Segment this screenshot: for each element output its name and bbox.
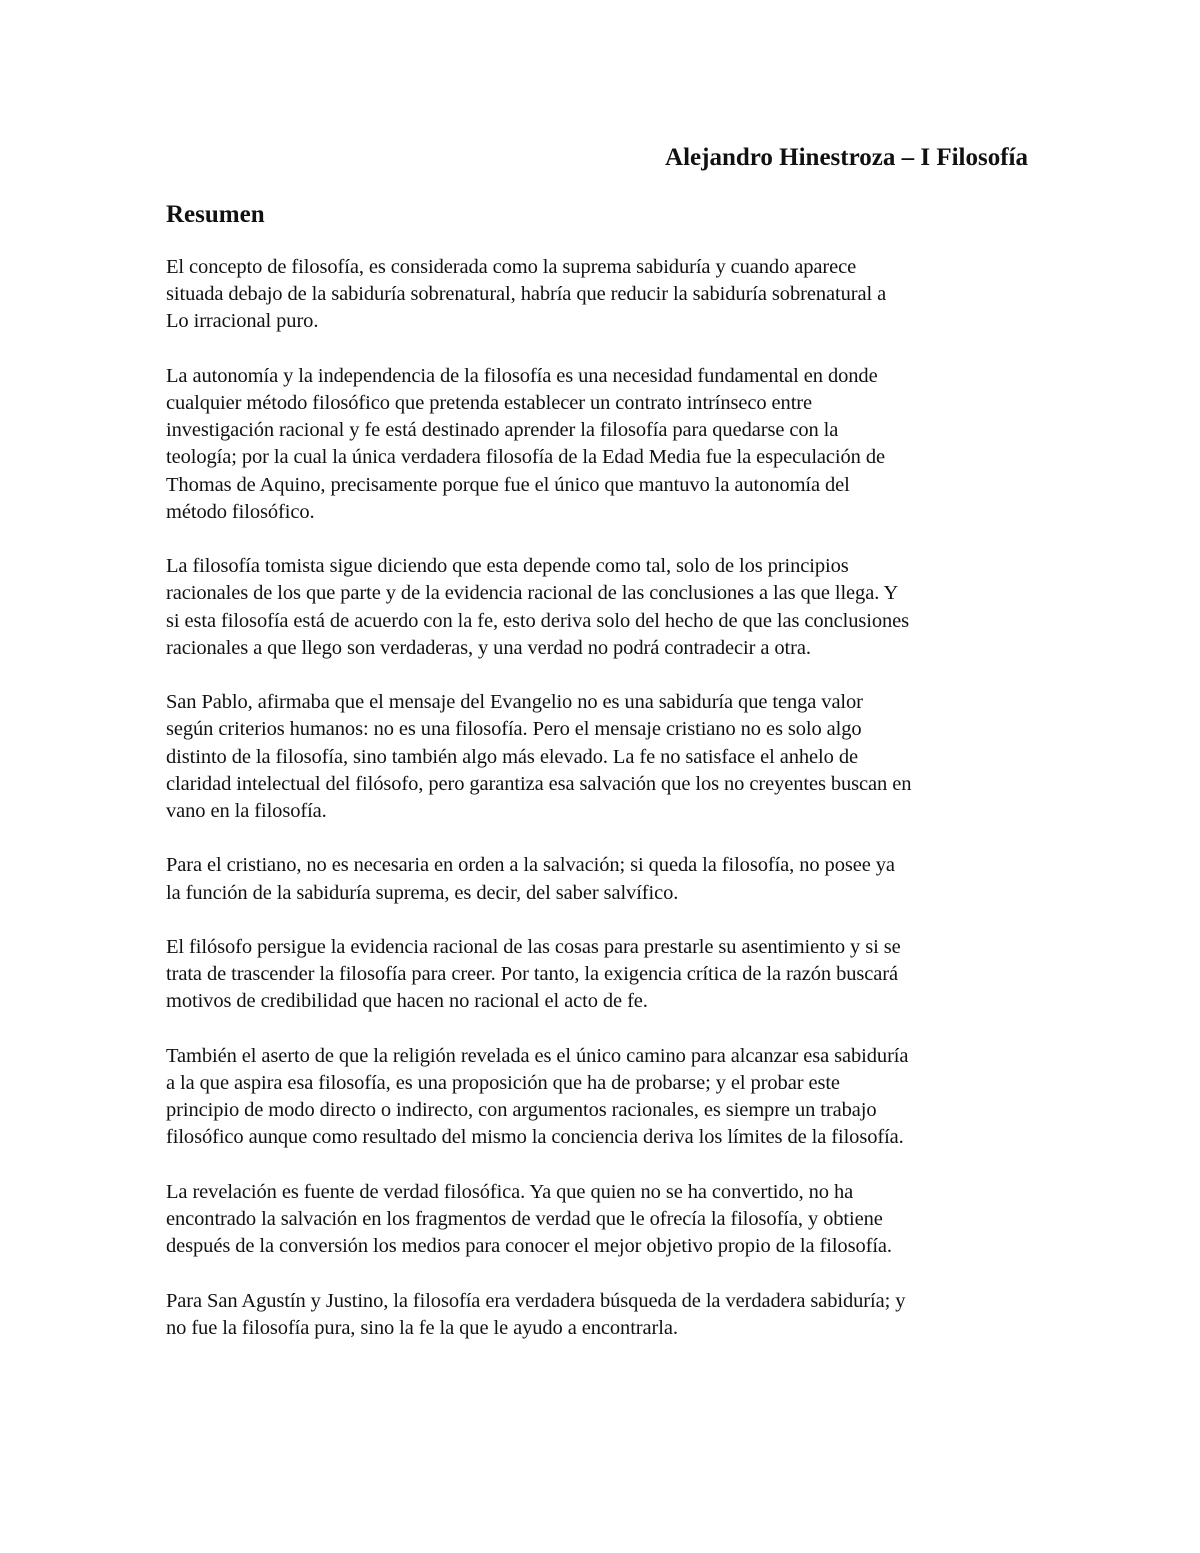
paragraph-3: La filosofía tomista sigue diciendo que esta depende como tal, solo de los principios racionales de los que parte y de la evidencia racional de las conclusiones a las que llega. Y si esta filosofía está de acuerdo con la fe, esto deriva solo del hecho de que las conclusiones racionales a que llego son verdaderas, y una verdad no podrá contradecir a otra. [166, 555, 910, 659]
paragraph-6: El filósofo persigue la evidencia racional de las cosas para prestarle su asentimiento y si se trata de trascender la filosofía para creer. Por tanto, la exigencia crítica de la razón buscará motivos de credibilidad que hacen no racional el acto de fe. [166, 936, 901, 1013]
paragraph-9: Para San Agustín y Justino, la filosofía era verdadera búsqueda de la verdadera sabiduría; y no fue la filosofía pura, sino la fe la que le ayudo a encontrarla. [166, 1289, 906, 1339]
author-header: Alejandro Hinestroza – I Filosofía [665, 144, 1028, 171]
paragraph-4: San Pablo, afirmaba que el mensaje del Evangelio no es una sabiduría que tenga valor según criterios humanos: no es una filosofía. Pero el mensaje cristiano no es solo algo distinto de la filosofía, sino también algo más elevado. La fe no satisface el anhelo de claridad intelectual del filósofo, pero garantiza esa salvación que los no creyentes buscan en vano en la filosofía. [166, 691, 912, 823]
paragraph-2: La autonomía y la independencia de la filosofía es una necesidad fundamental en donde cualquier método filosófico que pretenda establecer un contrato intrínseco entre investigación racional y fe está destinado aprender la filosofía para quedarse con la teología; por la cual la única verdadera filosofía de la Edad Media fue la especulación de Thomas de Aquino, precisamente porque fue el único que mantuvo la autonomía del método filosófico. [166, 364, 885, 523]
paragraph-8: La revelación es fuente de verdad filosófica. Ya que quien no se ha convertido, no ha encontrado la salvación en los fragmentos de verdad que le ofrecía la filosofía, y obtiene después de la conversión los medios para conocer el mejor objetivo propio de la filosofía. [166, 1180, 892, 1258]
section-title: Resumen [166, 201, 265, 228]
paragraph-7: También el aserto de que la religión revelada es el único camino para alcanzar esa sabiduría a la que aspira esa filosofía, es una proposición que ha de probarse; y el probar este principio de modo directo o indirecto, con argumentos racionales, es siempre un trabajo filosófico aunque como resultado del mismo la conciencia deriva los límites de la filosofía. [166, 1044, 909, 1149]
paragraph-5: Para el cristiano, no es necesaria en orden a la salvación; si queda la filosofía, no posee ya la función de la sabiduría suprema, es decir, del saber salvífico. [166, 854, 895, 904]
paragraph-1: El concepto de filosofía, es considerada como la suprema sabiduría y cuando aparece situada debajo de la sabiduría sobrenatural, habría que reducir la sabiduría sobrenatural a Lo irracional puro. [166, 256, 887, 333]
document-body [166, 138, 1036, 1369]
